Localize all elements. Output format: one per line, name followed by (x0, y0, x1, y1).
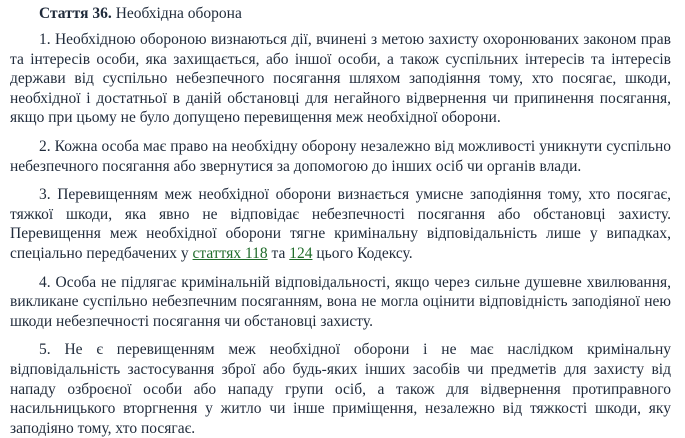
article-heading (39, 4, 671, 23)
paragraph-4: 4. Особа не підлягає кримінальній відповідальності, якщо через сильне душевне хвилювання, викликане суспільно небезпечним посяганням, вона не могла оцінити відповідність заподіяної нею шкоди небезпечності посягання чи обстановці захисту. (10, 273, 671, 330)
paragraph-2: 2. Кожна особа має право на необхідну оборону незалежно від можливості уникнути суспільно небезпечного посягання або звернутися за допомогою до інших осіб чи органів влади. (10, 137, 671, 175)
article-number: Стаття 36. (39, 5, 112, 22)
paragraph-3-text-before: 3. Перевищенням меж необхідної оборони визнається умисне заподіяння тому, хто посягає, тяжкої шкоди, яка явно не відповідає небезпечності посягання або обстановці захисту. Перевищення меж необхідної оборони тягне кримінальну відповідальність лише у випадках, спеціально передбачених у (10, 186, 671, 262)
paragraph-3 (10, 185, 671, 263)
paragraph-3-text-after: цього Кодексу. (312, 244, 413, 262)
paragraph-5: 5. Не є перевищенням меж необхідної оборони і не має наслідком кримінальну відповідальність застосування зброї або будь-яких інших засобів чи предметів для захисту від нападу озброєної особи або нападу групи осіб, а також для відвернення протиправного насильницького вторгнення у житло чи інше приміщення, незалежно від тяжкості шкоди, яку заподіяно тому, хто посягає. (10, 341, 671, 437)
article-title: Необхідна оборона (115, 5, 242, 22)
paragraph-3-text-middle: та (267, 244, 290, 262)
paragraph-1: 1. Необхідною обороною визнаються дії, вчинені з метою захисту охоронюваних законом прав та інтересів особи, яка захищається, або іншої особи, а також суспільних інтересів та інтересів держави від суспільно небезпечного посягання шляхом заподіяння тому, хто посягає, шкоди, необхідної і достатньої в даній обстановці для негайного відвернення чи припинення посягання, якщо при цьому не було допущено перевищення меж необхідної оборони. (10, 31, 671, 127)
article-118-link[interactable]: статтях 118 (192, 244, 268, 262)
article-124-link[interactable]: 124 (289, 244, 313, 262)
